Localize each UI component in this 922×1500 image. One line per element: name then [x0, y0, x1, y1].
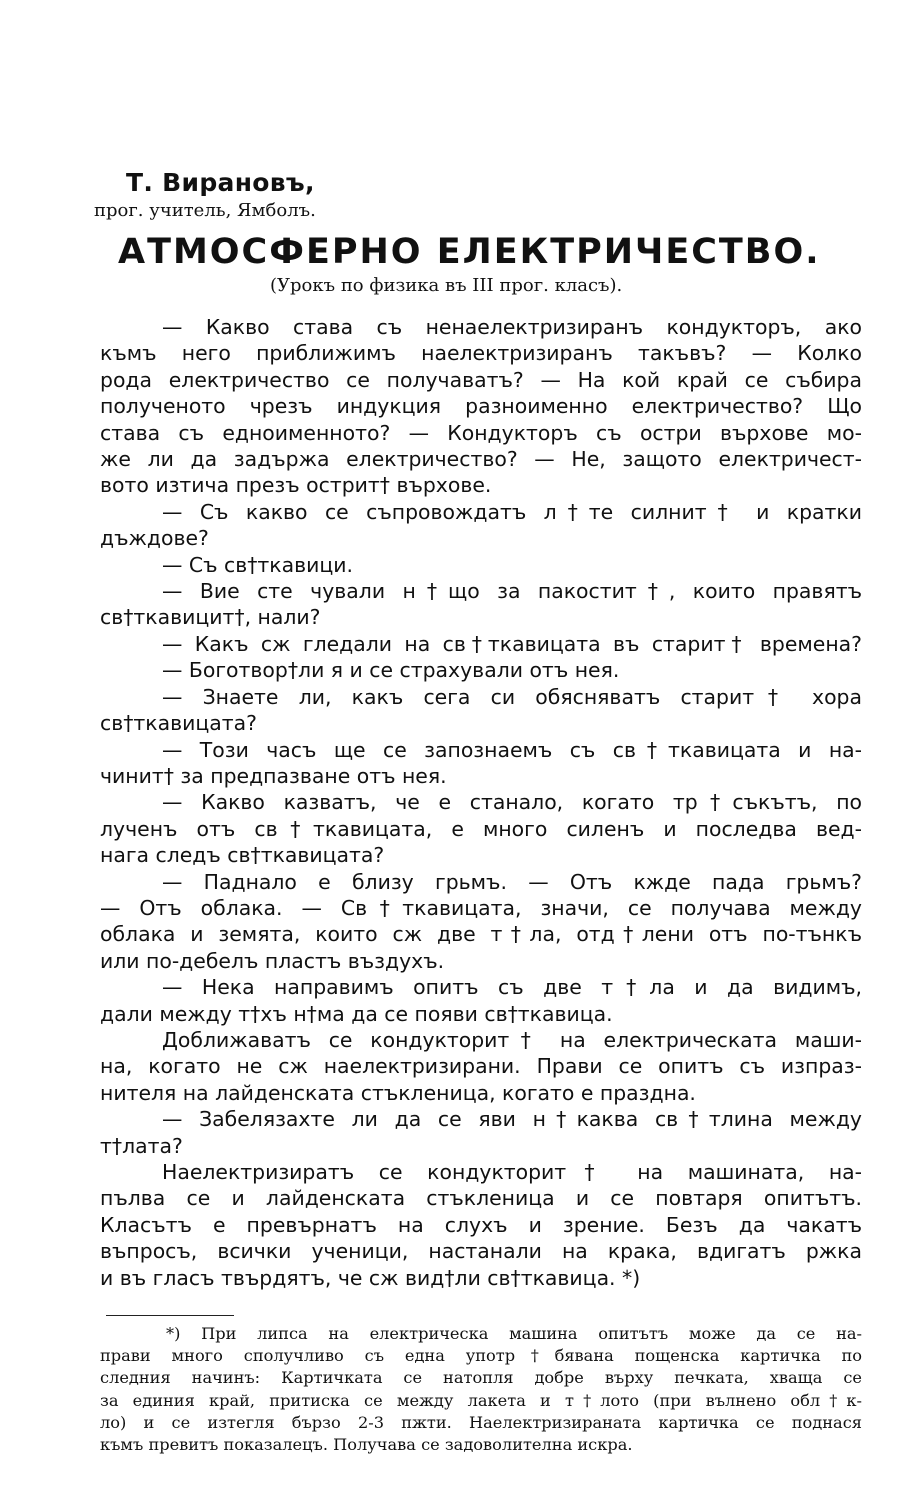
article-subtitle: (Урокъ по физика въ III прог. класъ). — [270, 275, 623, 296]
body-line: — Съ св†ткавици. — [162, 552, 353, 577]
body-line: — Паднало е близу грьмъ. — Отъ кжде пада грьмъ? — [162, 869, 862, 894]
body-line: — Този часъ ще се запознаемъ съ св†ткавицата и на- — [162, 737, 862, 762]
body-line: става съ едноименното? — Кондукторъ съ остри върхове мо- — [100, 420, 862, 445]
body-line: пълва се и лайденската стъкленица и се повтаря опитътъ. — [100, 1186, 862, 1211]
body-line: лученъ отъ св†ткавицата, е много силенъ и последва вед- — [100, 816, 862, 841]
body-line: — Какво става съ ненаелектризиранъ кондукторъ, ако — [162, 315, 862, 339]
body-line: вото изтича презъ острит† върхове. — [100, 473, 492, 498]
body-line: — Какъ сж гледали на св†ткавицата въ старит† времена? — [162, 631, 862, 656]
author-affiliation: прог. учитель, Ямболъ. — [94, 200, 316, 221]
body-line: — Какво казватъ, че е станало, когато тр†съкътъ, по — [162, 790, 862, 815]
body-line: — Вие сте чували н†що за пакостит†, които правятъ — [162, 579, 862, 604]
footnote — [100, 1323, 862, 1456]
body-line: же ли да задържа електричество? — Не, защото електричест- — [100, 447, 862, 472]
body-line: на, когато не сж наелектризирани. Прави се опитъ съ изпраз- — [100, 1054, 862, 1079]
body-line: — Знаете ли, какъ сега си обясняватъ старит† хора — [162, 684, 862, 709]
body-line: облака и земята, които сж две т†ла, отд†лени отъ по-тънкъ — [100, 922, 862, 947]
body-line: дали между т†хъ н†ма да се появи св†ткавица. — [100, 1001, 613, 1026]
body-line: нителя на лайденската стъкленица, когато е праздна. — [100, 1080, 696, 1105]
footnote-rule — [106, 1315, 234, 1316]
body-line: Класътъ е превърнатъ на слухъ и зрение. Безъ да чакатъ — [100, 1212, 862, 1237]
body-line: чинит† за предпазване отъ нея. — [100, 763, 447, 788]
body-line: рода електричество се получаватъ? — На кой край се събира — [100, 367, 862, 392]
body-line: нага следъ св†ткавицата? — [100, 843, 385, 868]
body-line: Наелектризиратъ се кондукторит† на машината, на- — [162, 1160, 862, 1184]
body-line: т†лата? — [100, 1133, 183, 1158]
footnote-line: *) При липса на електрическа машина опитътъ може да се на- — [166, 1324, 862, 1343]
body-line: Доближаватъ се кондукторит† на електрическата маши- — [162, 1027, 862, 1052]
body-line: дъждове? — [100, 526, 209, 551]
body-line: св†ткавицата? — [100, 711, 257, 736]
article-title: АТМОСФЕРНО ЕЛЕКТРИЧЕСТВО. — [118, 232, 821, 272]
body-line: въпросъ, всички ученици, настанали на крака, вдигатъ ржка — [100, 1239, 862, 1264]
footnote-line: ло) и се изтегля бързо 2-3 пжти. Наелектризираната картичка се поднася — [100, 1412, 862, 1432]
author-name: Т. Вирановъ, — [126, 168, 315, 197]
body-line: къмъ него приближимъ наелектризиранъ такъвъ? — Колко — [100, 341, 862, 366]
body-line: — Забелязахте ли да се яви н†каква св†тлина между — [162, 1107, 862, 1132]
footnote-line: прави много сполучливо съ една употр†бявана пощенска картичка по — [100, 1346, 862, 1366]
article-body — [100, 314, 862, 1291]
footnote-line: къмъ превитъ показалецъ. Получава се задоволителна искра. — [100, 1435, 633, 1455]
body-line: — Съ какво се съпровождатъ л†те силнит† и кратки — [162, 499, 862, 524]
body-line: — Отъ облака. — Св†ткавицата, значи, се получава между — [100, 895, 862, 920]
body-line: или по-дебелъ пластъ въздухъ. — [100, 948, 445, 973]
footnote-line: следния начинъ: Картичката се натопля добре върху печката, хваща се — [100, 1368, 862, 1388]
body-line: св†ткавицит†, нали? — [100, 605, 321, 630]
body-line: полученото чрезъ индукция разноименно електричество? Що — [100, 394, 862, 419]
body-line: — Нека направимъ опитъ съ две т†ла и да видимъ, — [162, 975, 862, 1000]
footnote-line: за единия край, притиска се между лакета и т†лото (при вълнено обл†к- — [100, 1390, 862, 1410]
body-line: и въ гласъ твърдятъ, че сж вид†ли св†ткавица. *) — [100, 1265, 641, 1290]
body-line: — Боготвор†ли я и се страхували отъ нея. — [162, 658, 620, 683]
